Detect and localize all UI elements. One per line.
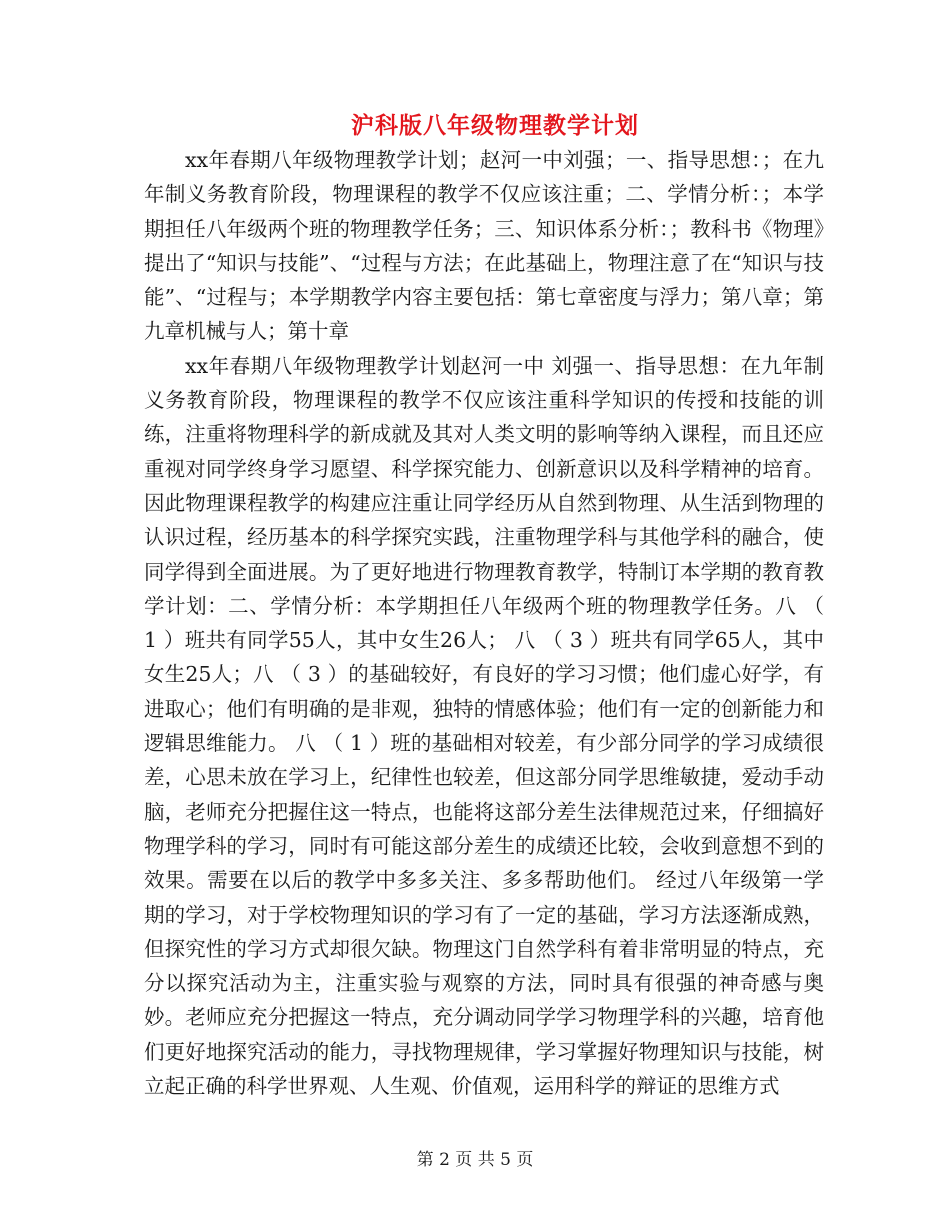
- page-footer: 第 2 页 共 5 页: [416, 1150, 534, 1170]
- document-body: [144, 143, 824, 1103]
- paragraph-main: xx年春期八年级物理教学计划赵河一中 刘强一、指导思想：在九年制义务教育阶段，物理课程的教学不仅应该注重科学知识的传授和技能的训练，注重将物理科学的新成就及其对人类文明的影响等纳入课程，而且还应重视对同学终身学习愿望、科学探究能力、创新意识以及科学精神的培育。因此物理课程教学的构建应注重让同学经历从自然到物理、从生活到物理的认识过程，经历基本的科学探究实践，注重物理学科与其他学科的融合，使同学得到全面进展。为了更好地进行物理教育教学，特制订本学期的教育教学计划：二、学情分析：本学期担任八年级两个班的物理教学任务。八 （ 1 ）班共有同学55人，其中女生26人； 八 （ 3 ）班共有同学65人，其中女生25人；八 （ 3 ）的基础较好，有良好的学习习惯；他们虚心好学，有进取心；他们有明确的是非观，独特的情感体验；他们有一定的创新能力和逻辑思维能力。 八 （ 1 ）班的基础相对较差，有少部分同学的学习成绩很差，心思未放在学习上，纪律性也较差，但这部分同学思维敏捷，爱动手动脑，老师充分把握住这一特点，也能将这部分差生法律规范过来，仔细搞好物理学科的学习，同时有可能这部分差生的成绩还比较，会收到意想不到的效果。需要在以后的教学中多多关注、多多帮助他们。 经过八年级第一学期的学习，对于学校物理知识的学习有了一定的基础，学习方法逐渐成熟，但探究性的学习方式却很欠缺。物理这门自然学科有着非常明显的特点，充分以探究活动为主，注重实验与观察的方法，同时具有很强的神奇感与奥妙。老师应充分把握这一特点，充分调动同学学习物理学科的兴趣，培育他们更好地探究活动的能力，寻找物理规律，学习掌握好物理知识与技能，树立起正确的科学世界观、人生观、价值观，运用科学的辩证的思维方式: [144, 353, 824, 1099]
- paragraph-summary: xx年春期八年级物理教学计划；赵河一中刘强；一、指导思想：；在九年制义务教育阶段，物理课程的教学不仅应该注重；二、学情分析：；本学期担任八年级两个班的物理教学任务；三、知识体系分析：；教科书《物理》提出了“知识与技能”、“过程与方法；在此基础上，物理注意了在“知识与技能”、“过程与；本学期教学内容主要包括：第七章密度与浮力；第八章；第九章机械与人；第十章: [144, 148, 824, 344]
- document-title: 沪科版八年级物理教学计划: [351, 112, 639, 139]
